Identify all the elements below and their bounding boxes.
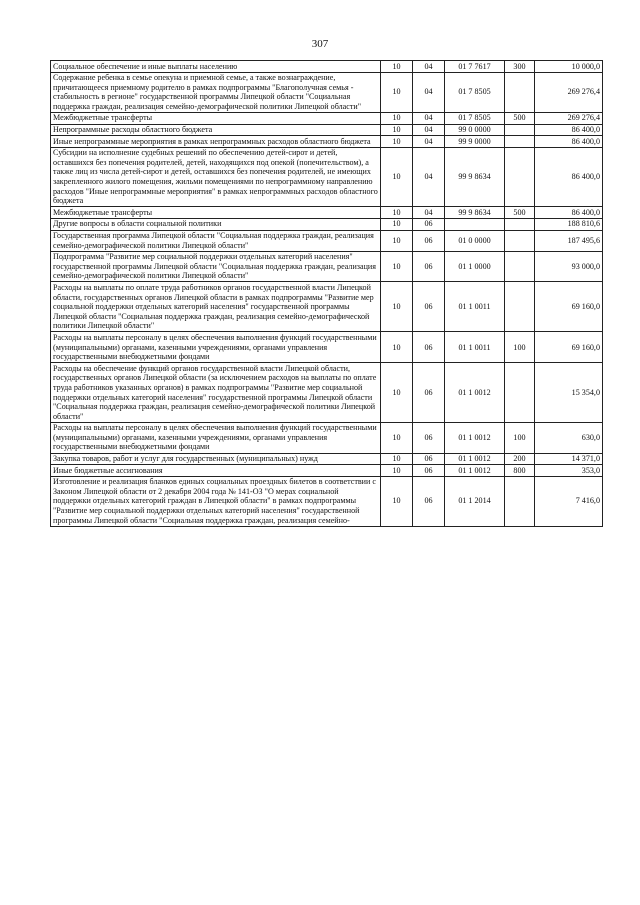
amount-cell: 187 495,6 bbox=[535, 230, 603, 251]
expense-type-cell bbox=[505, 282, 535, 332]
target-article-cell: 99 0 0000 bbox=[445, 124, 505, 136]
table-row bbox=[51, 453, 603, 465]
amount-cell: 15 354,0 bbox=[535, 363, 603, 423]
expense-type-cell bbox=[505, 218, 535, 230]
section-code-cell: 10 bbox=[381, 124, 413, 136]
section-code-cell: 10 bbox=[381, 422, 413, 453]
subsection-code-cell: 04 bbox=[413, 112, 445, 124]
table-row bbox=[51, 282, 603, 332]
section-code-cell: 10 bbox=[381, 453, 413, 465]
subsection-code-cell: 06 bbox=[413, 218, 445, 230]
amount-cell: 7 416,0 bbox=[535, 476, 603, 526]
table-row bbox=[51, 476, 603, 526]
expense-type-cell: 300 bbox=[505, 61, 535, 73]
expense-type-cell bbox=[505, 147, 535, 207]
target-article-cell: 01 1 0011 bbox=[445, 332, 505, 363]
target-article-cell: 01 1 0012 bbox=[445, 363, 505, 423]
expense-type-cell: 500 bbox=[505, 112, 535, 124]
section-code-cell: 10 bbox=[381, 251, 413, 282]
section-code-cell: 10 bbox=[381, 136, 413, 148]
subsection-code-cell: 06 bbox=[413, 453, 445, 465]
expense-type-cell: 800 bbox=[505, 465, 535, 477]
row-name-cell: Изготовление и реализация бланков единых социальных проездных билетов в соответствии с Законом Липецкой области от 2 декабря 2004 года № 141-ОЗ "О мерах социальной поддержки отдельных категорий граждан в Липецкой области" в рамках подпрограммы "Развитие мер социальной поддержки отдельных категорий населения" государственной программы Липецкой области "Социальная поддержка граждан, реализация семейно- bbox=[51, 476, 381, 526]
row-name-cell: Расходы на обеспечение функций органов государственной власти Липецкой области, государственных органов Липецкой области (за исключением расходов на выплаты по оплате труда работников указанных органов) в рамках подпрограммы "Развитие мер социальной поддержки отдельных категорий населения" государственной программы Липецкой области "Социальная поддержка граждан, реализация семейно-демографической политики Липецкой области" bbox=[51, 363, 381, 423]
subsection-code-cell: 06 bbox=[413, 422, 445, 453]
target-article-cell: 01 1 0012 bbox=[445, 465, 505, 477]
subsection-code-cell: 04 bbox=[413, 61, 445, 73]
row-name-cell: Расходы на выплаты персоналу в целях обеспечения выполнения функций государственными (муниципальными) органами, казенными учреждениями, органами управления государственными внебюджетными фондами bbox=[51, 332, 381, 363]
row-name-cell: Расходы на выплаты персоналу в целях обеспечения выполнения функций государственными (муниципальными) органами, казенными учреждениями, органами управления государственными внебюджетными фондами bbox=[51, 422, 381, 453]
row-name-cell: Закупка товаров, работ и услуг для государственных (муниципальных) нужд bbox=[51, 453, 381, 465]
subsection-code-cell: 06 bbox=[413, 230, 445, 251]
target-article-cell: 99 9 8634 bbox=[445, 207, 505, 219]
subsection-code-cell: 04 bbox=[413, 124, 445, 136]
expense-type-cell bbox=[505, 251, 535, 282]
section-code-cell: 10 bbox=[381, 61, 413, 73]
row-name-cell: Межбюджетные трансферты bbox=[51, 207, 381, 219]
row-name-cell: Субсидии на исполнение судебных решений по обеспечению детей-сирот и детей, оставшихся без попечения родителей, детей, находящихся под опекой (попечительством), а также лиц из числа детей-сирот и детей, оставшихся без попечения родителей, не имеющих закрепленного жилого помещения, жильми помещениями по непрограммному направлению расходов "Иные непрограммные мероприятия" в рамках непрограммных расходов областного бюджета bbox=[51, 147, 381, 207]
row-name-cell: Расходы на выплаты по оплате труда работников органов государственной власти Липецкой области, государственных органов Липецкой области в рамках подпрограммы "Развитие мер социальной поддержки отдельных категорий населения" государственной программы Липецкой области "Социальная поддержка граждан, реализация семейно-демографической политики Липецкой области" bbox=[51, 282, 381, 332]
target-article-cell: 01 1 0012 bbox=[445, 453, 505, 465]
table-row bbox=[51, 207, 603, 219]
section-code-cell: 10 bbox=[381, 230, 413, 251]
amount-cell: 269 276,4 bbox=[535, 112, 603, 124]
row-name-cell: Другие вопросы в области социальной политики bbox=[51, 218, 381, 230]
table-row bbox=[51, 218, 603, 230]
row-name-cell: Межбюджетные трансферты bbox=[51, 112, 381, 124]
expense-type-cell bbox=[505, 124, 535, 136]
target-article-cell: 01 0 0000 bbox=[445, 230, 505, 251]
table-row bbox=[51, 422, 603, 453]
row-name-cell: Иные непрограммные мероприятия в рамках непрограммных расходов областного бюджета bbox=[51, 136, 381, 148]
section-code-cell: 10 bbox=[381, 147, 413, 207]
subsection-code-cell: 06 bbox=[413, 363, 445, 423]
amount-cell: 188 810,6 bbox=[535, 218, 603, 230]
expense-type-cell bbox=[505, 363, 535, 423]
target-article-cell: 01 1 2014 bbox=[445, 476, 505, 526]
subsection-code-cell: 04 bbox=[413, 136, 445, 148]
expense-type-cell bbox=[505, 476, 535, 526]
subsection-code-cell: 06 bbox=[413, 465, 445, 477]
target-article-cell: 01 7 8505 bbox=[445, 72, 505, 112]
expense-type-cell: 500 bbox=[505, 207, 535, 219]
target-article-cell bbox=[445, 218, 505, 230]
amount-cell: 14 371,0 bbox=[535, 453, 603, 465]
subsection-code-cell: 04 bbox=[413, 72, 445, 112]
target-article-cell: 01 1 0000 bbox=[445, 251, 505, 282]
row-name-cell: Непрограммные расходы областного бюджета bbox=[51, 124, 381, 136]
row-name-cell: Содержание ребенка в семье опекуна и приемной семье, а также вознаграждение, причитающееся приемному родителю в рамках подпрограммы "Благополучная семья - стабильность в регионе" государственной программы Липецкой области "Социальная поддержка граждан, реализация семейно-демографической политики Липецкой области" bbox=[51, 72, 381, 112]
section-code-cell: 10 bbox=[381, 207, 413, 219]
target-article-cell: 01 7 8505 bbox=[445, 112, 505, 124]
table-row bbox=[51, 112, 603, 124]
target-article-cell: 99 9 8634 bbox=[445, 147, 505, 207]
row-name-cell: Иные бюджетные ассигнования bbox=[51, 465, 381, 477]
amount-cell: 86 400,0 bbox=[535, 124, 603, 136]
row-name-cell: Социальное обеспечение и иные выплаты населению bbox=[51, 61, 381, 73]
amount-cell: 269 276,4 bbox=[535, 72, 603, 112]
subsection-code-cell: 06 bbox=[413, 251, 445, 282]
subsection-code-cell: 04 bbox=[413, 147, 445, 207]
target-article-cell: 01 7 7617 bbox=[445, 61, 505, 73]
target-article-cell: 99 9 0000 bbox=[445, 136, 505, 148]
expense-type-cell bbox=[505, 230, 535, 251]
expense-type-cell bbox=[505, 72, 535, 112]
table-row bbox=[51, 363, 603, 423]
section-code-cell: 10 bbox=[381, 282, 413, 332]
subsection-code-cell: 06 bbox=[413, 332, 445, 363]
amount-cell: 93 000,0 bbox=[535, 251, 603, 282]
expense-type-cell: 200 bbox=[505, 453, 535, 465]
expense-type-cell: 100 bbox=[505, 422, 535, 453]
amount-cell: 69 160,0 bbox=[535, 282, 603, 332]
amount-cell: 10 000,0 bbox=[535, 61, 603, 73]
subsection-code-cell: 04 bbox=[413, 207, 445, 219]
amount-cell: 69 160,0 bbox=[535, 332, 603, 363]
section-code-cell: 10 bbox=[381, 332, 413, 363]
target-article-cell: 01 1 0011 bbox=[445, 282, 505, 332]
section-code-cell: 10 bbox=[381, 363, 413, 423]
table-row bbox=[51, 124, 603, 136]
amount-cell: 630,0 bbox=[535, 422, 603, 453]
table-row bbox=[51, 465, 603, 477]
amount-cell: 86 400,0 bbox=[535, 147, 603, 207]
section-code-cell: 10 bbox=[381, 476, 413, 526]
amount-cell: 86 400,0 bbox=[535, 136, 603, 148]
expense-type-cell: 100 bbox=[505, 332, 535, 363]
target-article-cell: 01 1 0012 bbox=[445, 422, 505, 453]
table-row bbox=[51, 136, 603, 148]
budget-table bbox=[50, 60, 603, 527]
section-code-cell: 10 bbox=[381, 112, 413, 124]
amount-cell: 86 400,0 bbox=[535, 207, 603, 219]
table-row bbox=[51, 72, 603, 112]
section-code-cell: 10 bbox=[381, 465, 413, 477]
expense-type-cell bbox=[505, 136, 535, 148]
subsection-code-cell: 06 bbox=[413, 282, 445, 332]
table-row bbox=[51, 147, 603, 207]
table-row bbox=[51, 332, 603, 363]
table-row bbox=[51, 230, 603, 251]
subsection-code-cell: 06 bbox=[413, 476, 445, 526]
section-code-cell: 10 bbox=[381, 72, 413, 112]
table-row bbox=[51, 61, 603, 73]
page-number: 307 bbox=[311, 38, 329, 50]
row-name-cell: Подпрограмма "Развитие мер социальной поддержки отдельных категорий населения" государственной программы Липецкой области "Социальная поддержка граждан, реализация семейно-демографической политики Липецкой области" bbox=[51, 251, 381, 282]
table-row bbox=[51, 251, 603, 282]
row-name-cell: Государственная программа Липецкой области "Социальная поддержка граждан, реализация семейно-демографической политики Липецкой области" bbox=[51, 230, 381, 251]
section-code-cell: 10 bbox=[381, 218, 413, 230]
amount-cell: 353,0 bbox=[535, 465, 603, 477]
